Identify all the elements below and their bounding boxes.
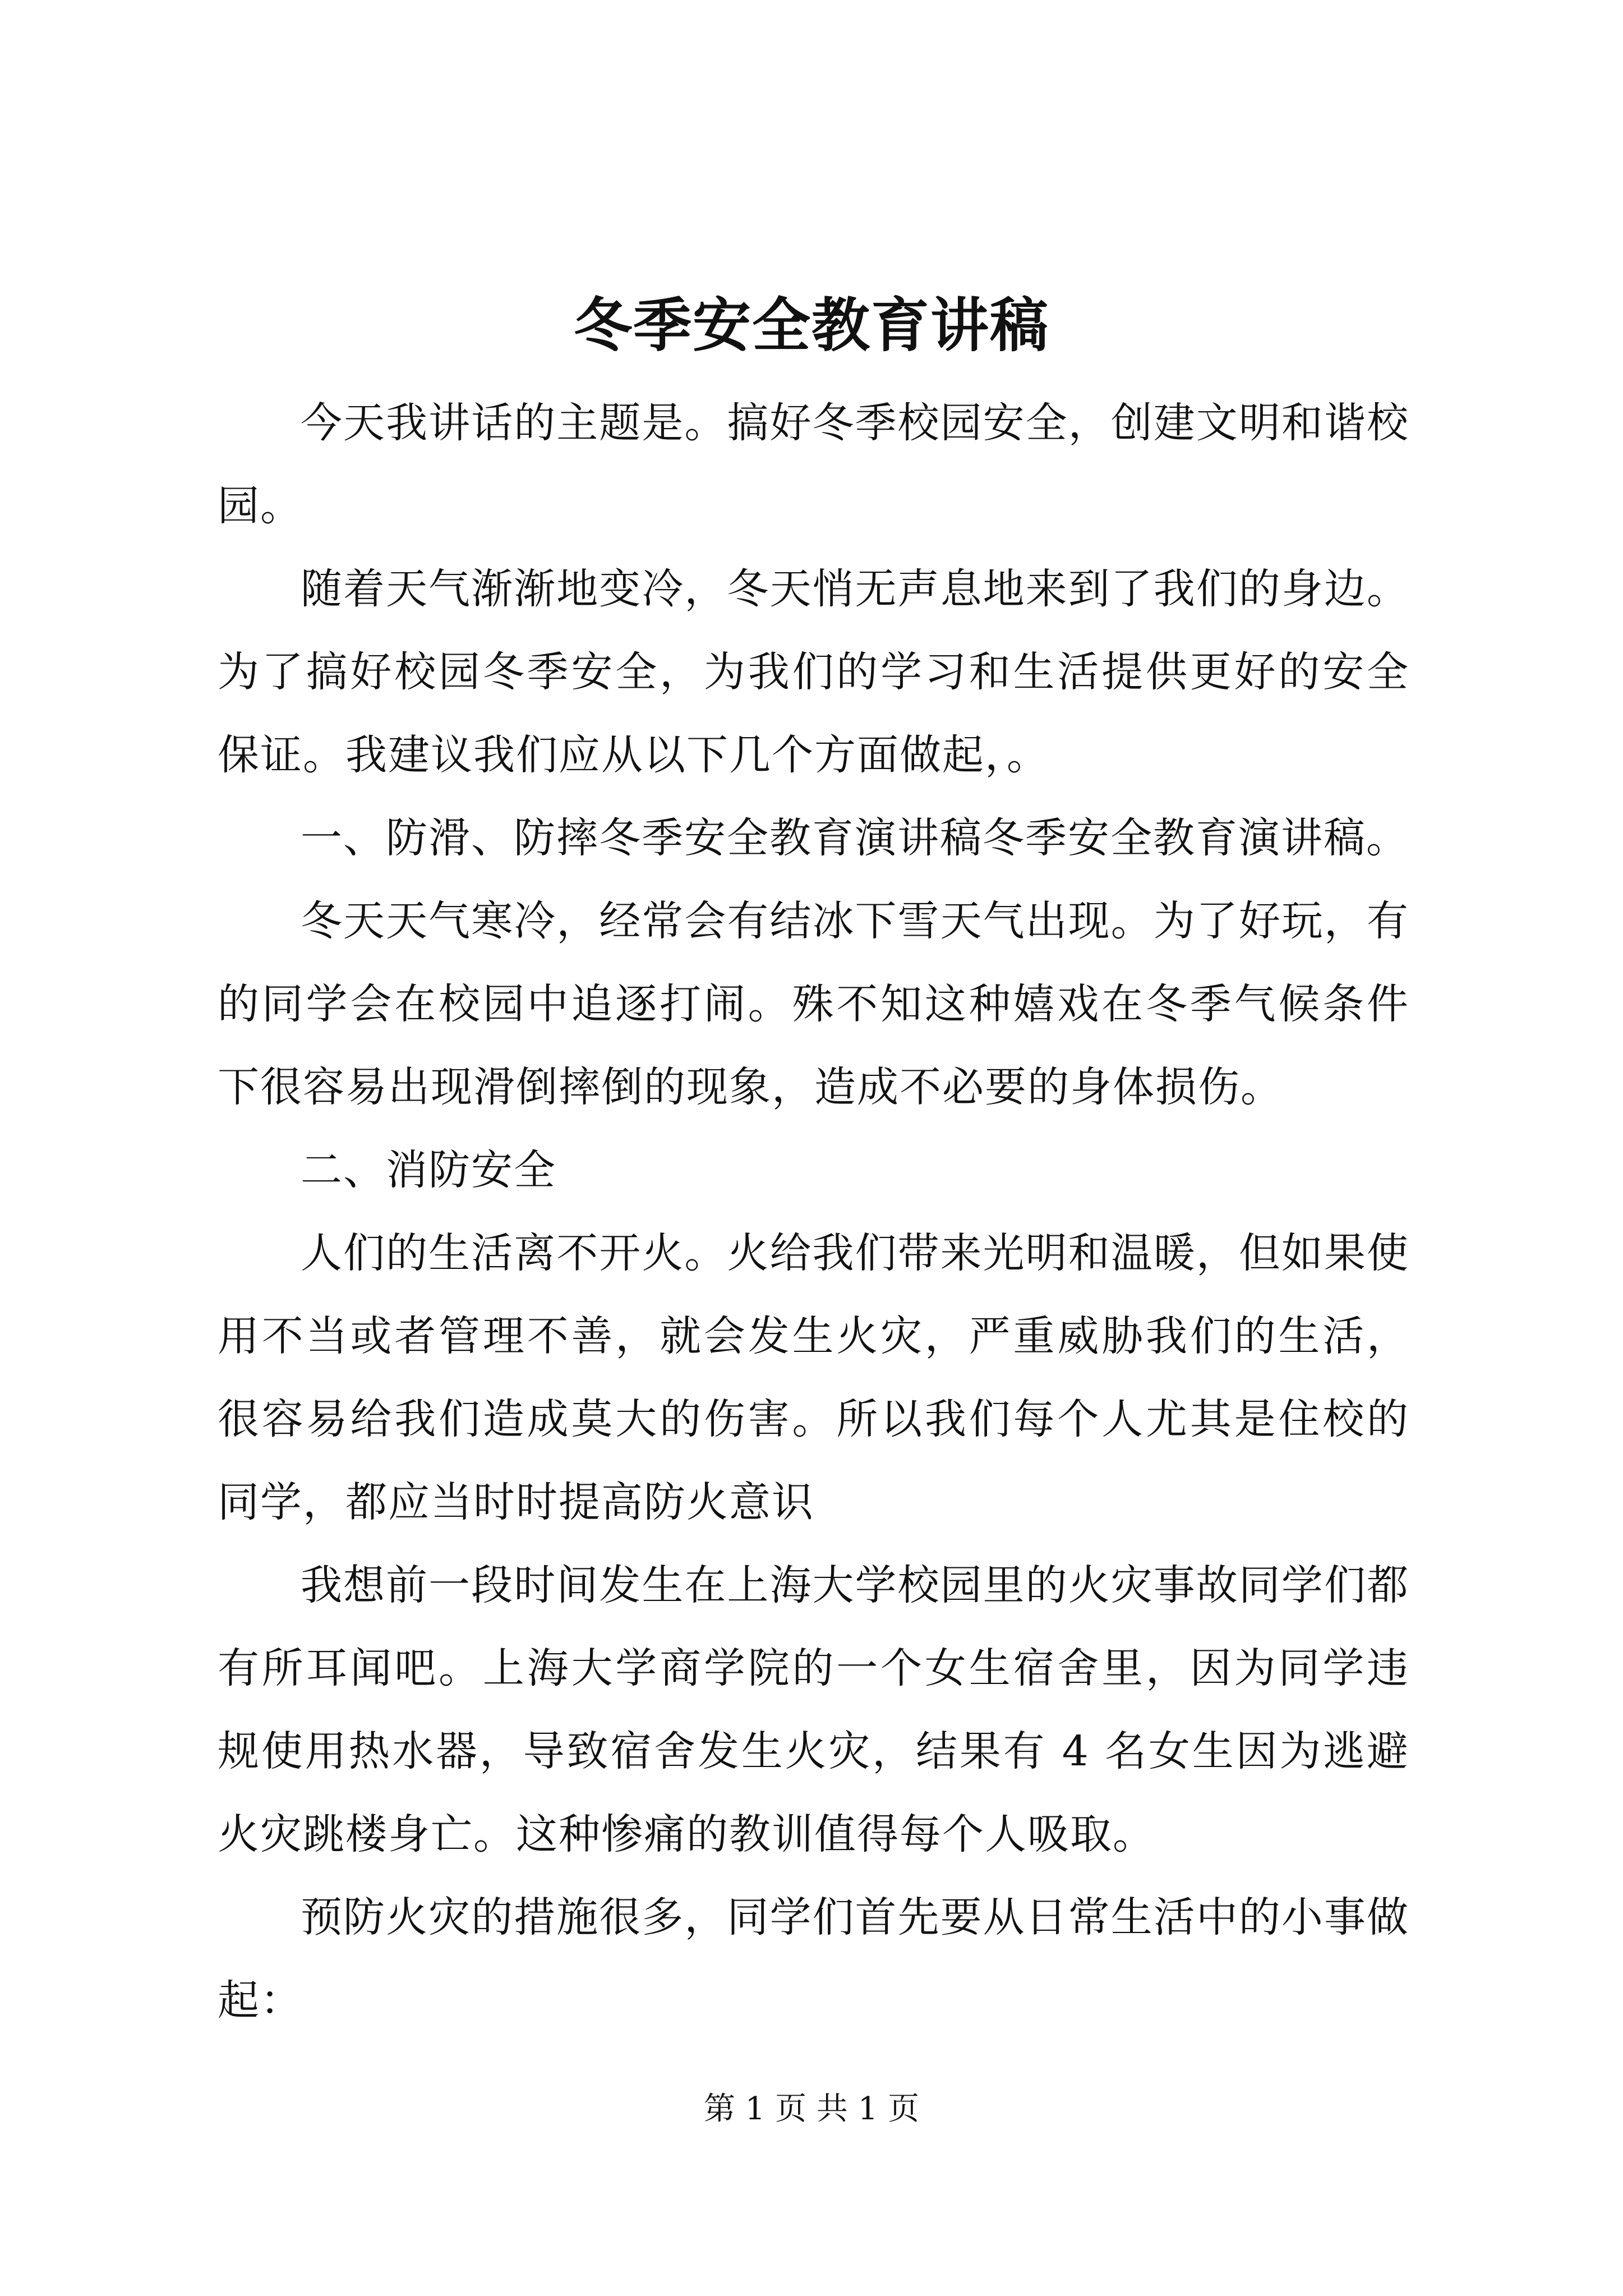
paragraph-4: 冬天天气寒冷，经常会有结冰下雪天气出现。为了好玩，有的同学会在校园中追逐打闹。殊不知这种嬉戏在冬季气候条件下很容易出现滑倒摔倒的现象，造成不必要的身体损伤。 [218, 897, 1409, 1111]
paragraph-1: 今天我讲话的主题是。搞好冬季校园安全，创建文明和谐校园。 [218, 399, 1409, 530]
document-body [218, 381, 1409, 2042]
paragraph-6: 人们的生活离不开火。火给我们带来光明和温暖，但如果使用不当或者管理不善，就会发生火灾，严重威胁我们的生活，很容易给我们造成莫大的伤害。所以我们每个人尤其是住校的同学，都应当时时提高防火意识 [218, 1229, 1409, 1526]
paragraph-7: 我想前一段时间发生在上海大学校园里的火灾事故同学们都有所耳闻吧。上海大学商学院的一个女生宿舍里，因为同学违规使用热水器，导致宿舍发生火灾，结果有 4 名女生因为逃避火灾跳楼身亡。这种惨痛的教训值得每个人吸取。 [218, 1561, 1409, 1858]
page-footer: 第 1 页 共 1 页 [703, 2091, 920, 2127]
paragraph-2: 随着天气渐渐地变冷，冬天悄无声息地来到了我们的身边。为了搞好校园冬季安全，为我们的学习和生活提供更好的安全保证。我建议我们应从以下几个方面做起，。 [218, 565, 1409, 779]
paragraph-5-heading: 二、消防安全 [301, 1146, 556, 1194]
paragraph-8: 预防火灾的措施很多，同学们首先要从日常生活中的小事做起： [218, 1893, 1409, 2024]
document-title: 冬季安全教育讲稿 [573, 291, 1049, 360]
paragraph-3-heading: 一、防滑、防摔冬季安全教育演讲稿冬季安全教育演讲稿。 [301, 814, 1409, 862]
